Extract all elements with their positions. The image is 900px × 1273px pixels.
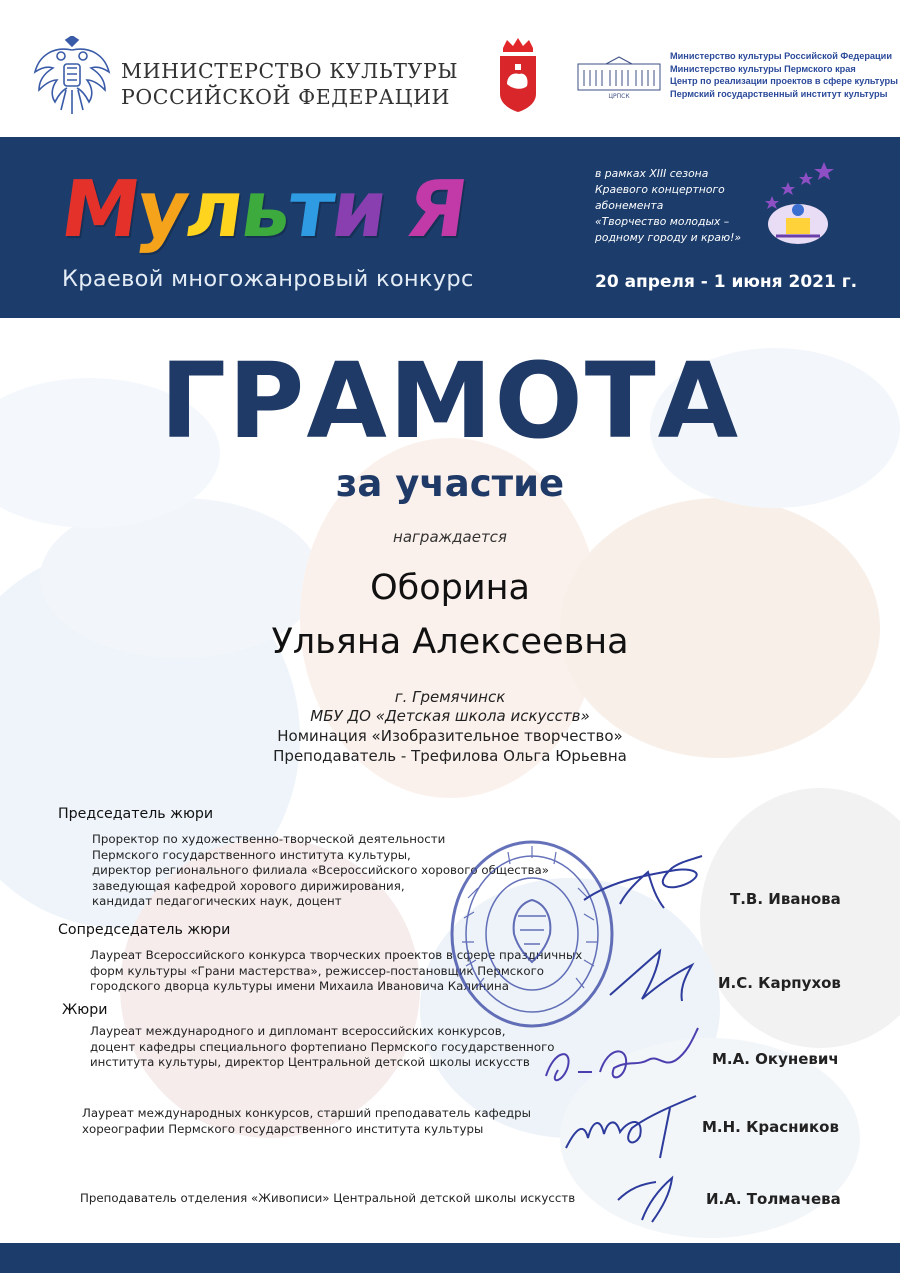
- signature-tolmacheva-icon: [612, 1160, 692, 1230]
- jury-member3-description: Преподаватель отделения «Живописи» Центральной детской школы искусств: [80, 1191, 576, 1205]
- signature-krasnikov-icon: [560, 1088, 710, 1168]
- stars-emblem-icon: [758, 160, 838, 252]
- logo-letter: у: [131, 165, 193, 255]
- jury-member1-name: М.А. Окуневич: [712, 1050, 839, 1068]
- multi-ya-logo: [56, 165, 472, 255]
- recipient-teacher: Преподаватель - Трефилова Ольга Юрьевна: [273, 747, 627, 765]
- logo-letter: т: [282, 165, 339, 255]
- signature-karpukhov-icon: [600, 935, 720, 1007]
- contest-subtitle: Краевой многожанровый конкурс: [62, 266, 474, 292]
- russian-eagle-emblem-icon: [33, 36, 111, 120]
- perm-region-coat-of-arms-icon: [497, 38, 539, 112]
- jury-cochair-description: Лауреат Всероссийского конкурса творческих проектов в сфере праздничных форм культуры «Грани мастерства», режиссер-постановщик Пермского городского дворца культуры имени Михаила Ивановича Калинина: [90, 948, 583, 993]
- recipient-given-names: Ульяна Алексеевна: [271, 622, 629, 662]
- jury-chair-name: Т.В. Иванова: [730, 890, 841, 908]
- season-info: в рамках XIII сезона Краевого концертного абонемента «Творчество молодых – родному городу и краю!»: [595, 167, 742, 244]
- logo-letter: М: [55, 165, 144, 255]
- logo-letter: Я: [400, 165, 472, 255]
- recipient-city: г. Гремячинск: [394, 688, 506, 706]
- jury-members-label: Жюри: [62, 1002, 108, 1018]
- jury-chair-label: Председатель жюри: [58, 806, 214, 822]
- signature-okunevich-icon: [538, 1020, 718, 1094]
- recipient-surname: Оборина: [370, 568, 530, 608]
- logo-letter: л: [180, 165, 248, 255]
- logo-letter: и: [325, 165, 392, 255]
- bottom-band: [0, 1243, 900, 1273]
- jury-member2-description: Лауреат международных конкурсов, старший преподаватель кафедры хореографии Пермского государственного института культуры: [82, 1106, 531, 1136]
- signature-ivanova-icon: [580, 852, 720, 922]
- logo-letter: ь: [235, 165, 296, 255]
- partner-list: Министерство культуры Российской Федерации Министерство культуры Пермского края Центр по реализации проектов в сфере культуры Пермский государственный институт культуры: [670, 51, 898, 99]
- certificate-title: ГРАМОТА: [159, 340, 741, 462]
- top-header: [0, 0, 900, 137]
- jury-member3-name: И.А. Толмачева: [706, 1190, 841, 1208]
- jury-cochair-label: Сопредседатель жюри: [58, 922, 231, 938]
- jury-chair-description: Проректор по художественно-творческой деятельности Пермского государственного института культуры, директор регионального филиала «Всероссийского хорового общества» заведующая кафедрой хорового дирижирования, кандидат педагогических наук, доцент: [92, 832, 550, 908]
- culture-center-building-icon: [576, 56, 662, 100]
- recipient-school: МБУ ДО «Детская школа искусств»: [310, 707, 590, 725]
- awarded-label: награждается: [393, 528, 507, 546]
- jury-cochair-name: И.С. Карпухов: [718, 974, 841, 992]
- center-logo-text: ЦРПСК: [608, 93, 630, 100]
- jury-member2-name: М.Н. Красников: [702, 1118, 839, 1136]
- contest-dates: 20 апреля - 1 июня 2021 г.: [595, 272, 858, 292]
- recipient-nomination: Номинация «Изобразительное творчество»: [277, 727, 623, 745]
- jury-member1-description: Лауреат международного и дипломант всероссийских конкурсов, доцент кафедры специального фортепиано Пермского государственного института культуры, директор Центральной детской школы искусств: [90, 1024, 555, 1069]
- ministry-title: МИНИСТЕРСТВО КУЛЬТУРЫ РОССИЙСКОЙ ФЕДЕРАЦИИ: [121, 59, 459, 109]
- certificate-subtitle: за участие: [335, 462, 565, 505]
